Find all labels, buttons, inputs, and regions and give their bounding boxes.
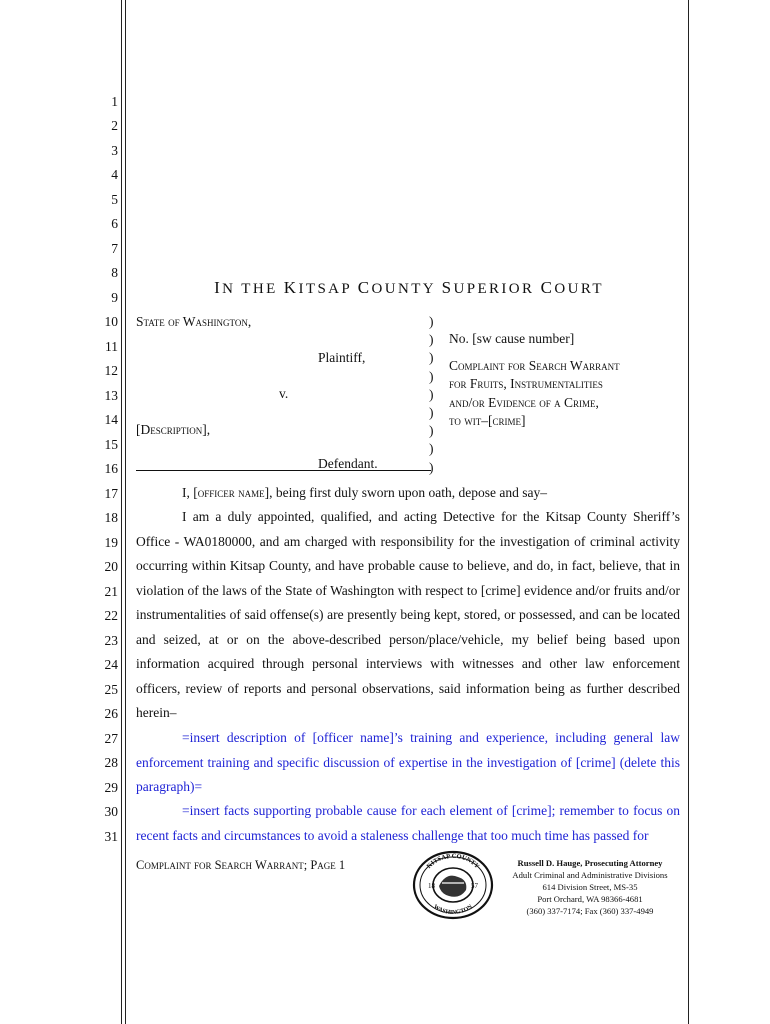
document-title-line: to wit–[crime] <box>449 412 526 428</box>
line-number: 25 <box>104 682 118 697</box>
defendant-signature-line <box>136 470 431 471</box>
line-number: 1 <box>111 94 118 109</box>
officer-name-placeholder: officer name <box>197 485 265 500</box>
line-number: 19 <box>104 535 118 550</box>
line-number: 31 <box>104 829 118 844</box>
phone-fax: (360) 337-7174; Fax (360) 337-4949 <box>526 906 654 916</box>
line-number: 4 <box>111 167 118 182</box>
cause-number: No. [sw cause number] <box>449 331 575 346</box>
training-instruction-paragraph: =insert description of [officer name]’s training and experience, including general law enforcement training and specific discussion of expertise in the investigation of [crime] (delete this paragraph)= <box>136 730 680 794</box>
line-number: 20 <box>104 559 118 574</box>
line-number: 26 <box>104 706 118 721</box>
document-title-line: Complaint for Search Warrant <box>449 358 620 374</box>
line-number: 29 <box>104 780 118 795</box>
seal-bottom-text: WASHINGTON <box>432 903 474 917</box>
court-title: IN THE KITSAP COUNTY SUPERIOR COURT <box>214 278 604 297</box>
line-number: 15 <box>104 437 118 452</box>
defendant-label: Defendant. <box>318 456 378 471</box>
seal-top-text: KITSAP COUNTY <box>425 852 481 870</box>
seal-year-right: 57 <box>471 882 478 890</box>
caption-parentheses: ) ) ) ) ) ) ) ) ) <box>429 314 434 475</box>
line-number: 17 <box>104 486 118 501</box>
affidavit-paragraph: I am a duly appointed, qualified, and acting Detective for the Kitsap County Sheriff’s Office - WA0180000, and am charged with responsibility for the investigation of criminal activity occurring within Kitsap County, and have probable cause to believe, and do, in fact, believe, that in violation of the laws of the State of Washington with respect to [crime] evidence and/or fruits and/or instrumentalities of said offense(s) are presently being kept, stored, or possessed, and can be located and seized, at or on the above-described person/place/vehicle, my belief being based upon information acquired through personal interviews with witnesses and other law enforcement officers, review of reports and personal observations, said information being as further described herein– <box>136 509 680 720</box>
line-number: 3 <box>111 143 118 158</box>
line-number: 24 <box>104 657 118 672</box>
caption-right-block <box>449 330 620 430</box>
defendant-description: [Description], <box>136 422 211 437</box>
plaintiff-label: Plaintiff, <box>318 350 366 365</box>
right-margin-rule <box>688 0 689 1024</box>
line-number: 12 <box>104 363 118 378</box>
line-number: 16 <box>104 461 118 476</box>
line-number: 11 <box>105 339 118 354</box>
line-number: 30 <box>104 804 118 819</box>
line-number: 14 <box>104 412 118 427</box>
document-title-line: for Fruits, Instrumentalities <box>449 376 603 392</box>
seal-year-left: 18 <box>428 882 435 890</box>
line-number: 5 <box>111 192 118 207</box>
line-number: 21 <box>104 584 118 599</box>
line-number: 28 <box>104 755 118 770</box>
county-seal-logo <box>412 850 494 920</box>
sworn-statement: I, [officer name], being first duly sworn upon oath, depose and say– <box>182 485 547 500</box>
footer-document-title: Complaint for Search Warrant; Page 1 <box>136 858 346 872</box>
line-number: 13 <box>104 388 118 403</box>
city-address: Port Orchard, WA 98366-4681 <box>537 894 643 904</box>
line-number: 2 <box>111 118 118 133</box>
line-number: 7 <box>111 241 118 256</box>
street-address: 614 Division Street, MS-35 <box>542 882 638 892</box>
left-margin-rule-inner <box>125 0 126 1024</box>
prosecutor-address-block <box>498 857 682 917</box>
line-number: 18 <box>104 510 118 525</box>
prosecutor-name: Russell D. Hauge, Prosecuting Attorney <box>517 858 663 868</box>
versus-label: v. <box>279 386 289 401</box>
left-margin-rule-outer <box>121 0 122 1024</box>
division-name: Adult Criminal and Administrative Divisions <box>512 870 668 880</box>
line-number: 23 <box>104 633 118 648</box>
plaintiff-party-name: State of Washington, <box>136 314 252 329</box>
line-number: 9 <box>111 290 118 305</box>
facts-instruction-paragraph: =insert facts supporting probable cause for each element of [crime]; remember to focus on recent facts and circumstances to avoid a staleness challenge that too much time has passed for <box>136 803 680 843</box>
document-title-line: and/or Evidence of a Crime, <box>449 394 599 410</box>
line-number: 10 <box>104 314 118 329</box>
line-number: 27 <box>104 731 118 746</box>
line-number: 8 <box>111 265 118 280</box>
line-number: 6 <box>111 216 118 231</box>
line-number: 22 <box>104 608 118 623</box>
